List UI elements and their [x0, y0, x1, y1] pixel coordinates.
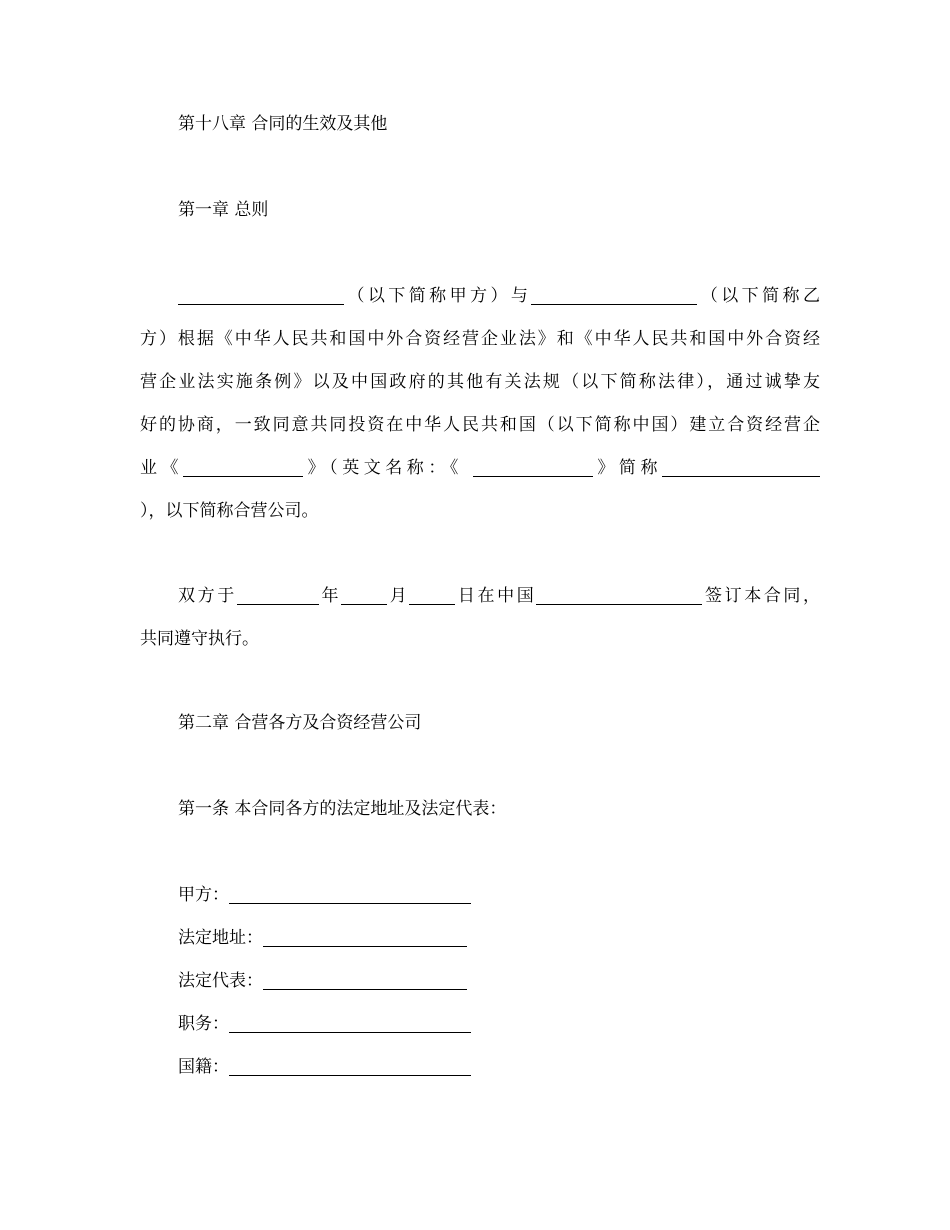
field-legal-address	[178, 928, 820, 948]
field-blank	[263, 972, 467, 990]
jv-english-name-blank	[473, 459, 593, 477]
field-label: 法定代表：	[178, 971, 263, 991]
field-legal-representative	[178, 971, 820, 991]
field-label: 职务：	[178, 1014, 229, 1034]
signing-line-1: 双方于 年 月 日在中国 签订本合同，	[178, 586, 821, 606]
month-blank	[341, 587, 387, 605]
chapter-2-heading: 第二章 合营各方及合资经营公司	[178, 713, 422, 733]
signing-place-blank	[536, 587, 702, 605]
chapter-1-heading: 第一章 总则	[178, 200, 269, 220]
signing-line-2: 共同遵守执行。	[140, 629, 259, 649]
year-blank	[237, 587, 319, 605]
preamble-line-2: 方）根据《中华人民共和国中外合资经营企业法》和《中华人民共和国中外合资经	[140, 329, 820, 349]
field-blank	[229, 1058, 471, 1076]
party-a-name-blank	[178, 287, 344, 305]
field-position	[178, 1014, 820, 1034]
field-nationality	[178, 1057, 820, 1077]
field-label: 国籍：	[178, 1057, 229, 1077]
party-b-name-blank	[531, 287, 697, 305]
preamble-line-1: （以下简称甲方）与 （以下简称乙	[178, 286, 820, 306]
field-label: 法定地址：	[178, 928, 263, 948]
field-blank	[229, 886, 471, 904]
field-blank	[263, 929, 467, 947]
preamble-line-4: 好的协商，一致同意共同投资在中华人民共和国（以下简称中国）建立合资经营企	[140, 415, 820, 435]
field-label: 甲方：	[178, 885, 229, 905]
preamble-line-3: 营企业法实施条例》以及中国政府的其他有关法规（以下简称法律），通过诚挚友	[140, 372, 820, 392]
field-party-a	[178, 885, 820, 905]
field-blank	[229, 1015, 471, 1033]
preamble-line-5: 业《 》（英文名称：《 》简称	[140, 458, 820, 478]
jv-chinese-name-blank	[183, 459, 303, 477]
chapter-18-heading: 第十八章 合同的生效及其他	[178, 114, 388, 134]
jv-abbreviation-blank	[662, 459, 820, 477]
day-blank	[409, 587, 455, 605]
article-1-heading: 第一条 本合同各方的法定地址及法定代表：	[178, 799, 507, 819]
preamble-line-6: ），以下简称合营公司。	[140, 501, 319, 521]
